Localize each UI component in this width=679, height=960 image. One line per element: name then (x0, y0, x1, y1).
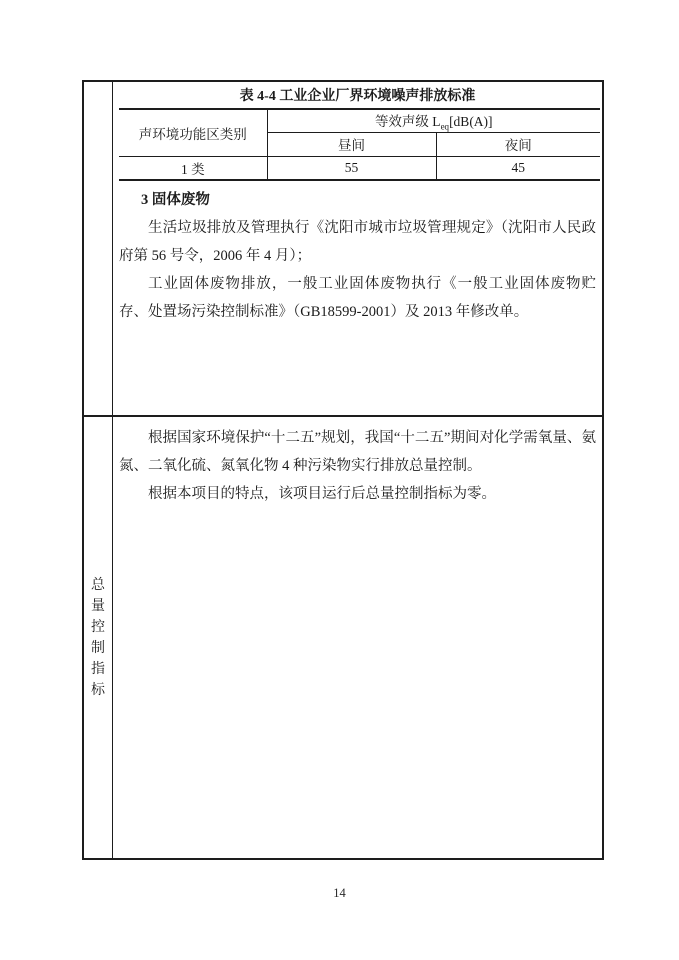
level-header-subscript: eq (440, 121, 450, 132)
noise-table-header-row-1 (119, 109, 600, 132)
table-row (119, 156, 600, 180)
solid-waste-paragraph-2: 工业固体废物排放，一般工业固体废物执行《一般工业固体废物贮存、处置场污染控制标准》（GB18599-2001）及 2013 年修改单。 (119, 276, 596, 321)
category-value: 1 类 (119, 156, 267, 180)
total-control-paragraph-1: 根据国家环境保护“十二五”规划，我国“十二五”期间对化学需氧量、氨氮、二氧化硫、氮氧化物 4 种污染物实行排放总量控制。 (119, 430, 596, 474)
total-control-row-label: 总量控制指标 (91, 577, 105, 698)
daytime-value: 55 (267, 156, 436, 180)
daytime-column-header: 昼间 (267, 132, 436, 156)
page-number: 14 (333, 886, 346, 900)
total-control-section (113, 417, 602, 858)
solid-waste-heading: 3 固体废物 (141, 192, 210, 209)
total-control-paragraph-2: 根据本项目的特点，该项目运行后总量控制指标为零。 (148, 486, 496, 502)
level-header-prefix: 等效声级 L (374, 114, 441, 129)
category-column-header: 声环境功能区类别 (119, 109, 267, 156)
total-control-row-label-cell (84, 417, 113, 858)
equivalent-level-header (267, 109, 600, 132)
nighttime-column-header: 夜间 (436, 132, 600, 156)
solid-waste-paragraph-1: 生活垃圾排放及管理执行《沈阳市城市垃圾管理规定》（沈阳市人民政府第 56 号令，2006 年 4 月）； (119, 220, 596, 265)
level-header-suffix: [dB(A)] (449, 114, 493, 129)
nighttime-value: 45 (511, 159, 525, 175)
row-label-cell-empty (84, 82, 113, 417)
noise-table-title: 表 4-4 工业企业厂界环境噪声排放标准 (239, 89, 476, 104)
noise-standards-table (119, 108, 600, 181)
form-table (82, 80, 604, 860)
standards-section (113, 82, 602, 417)
